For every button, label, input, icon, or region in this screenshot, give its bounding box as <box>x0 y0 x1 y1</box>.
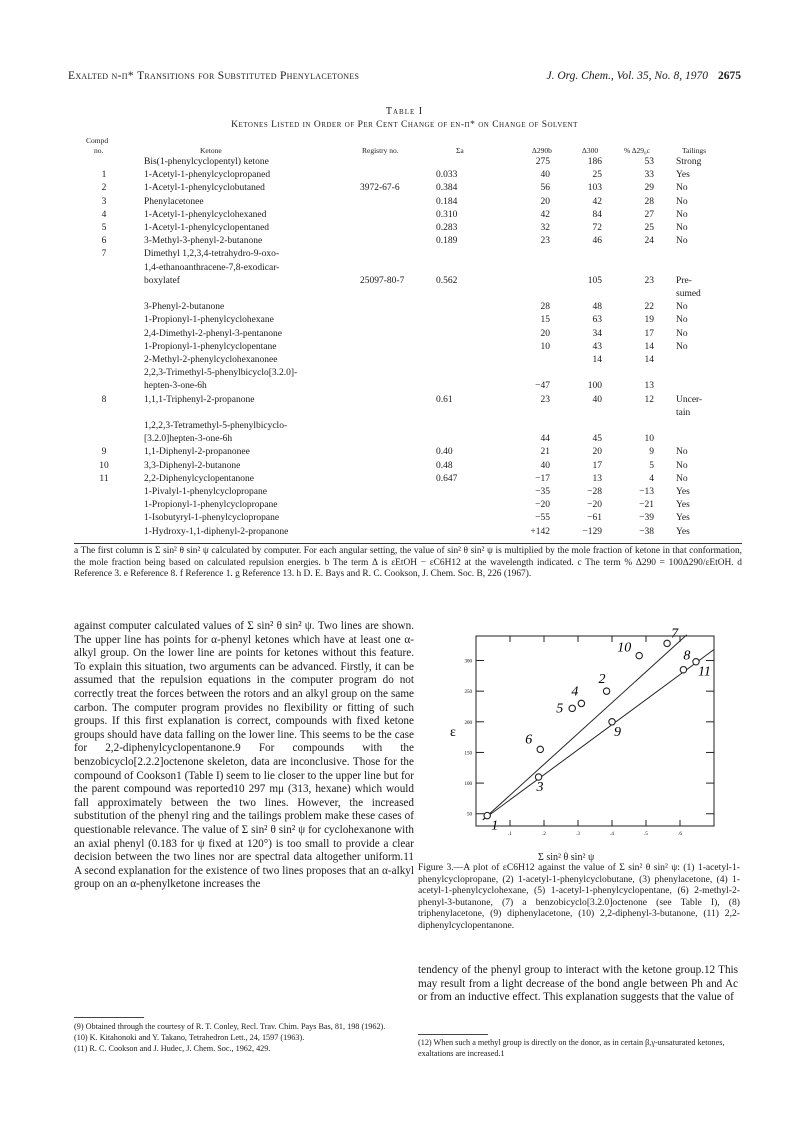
table-cell-pct: 28 <box>644 196 654 207</box>
col-tailings: Tailings <box>682 146 707 155</box>
figure-caption-text: Figure 3.—A plot of εC6H12 against the value of Σ sin² θ sin² ψ: (1) 1-acetyl-1-phenylcyclopropane, (2) 1-acetyl-1-phenylcyclobutane, (3) phenylacetone, (4) 1-acetyl-1-phenylcyclohexane, (5) 1-acetyl-1-phenylcyclopentane, (6) 2-methyl-2-phenyl-3-butanone, (7) a benzobicyclo[3.2.0]octenone (see Table I), (8) triphenylacetone, (9) diphenylacetone, (10) 2,2-diphenyl-3-butanone, (11) 2,2-diphenylcyclopentanone. <box>418 862 740 931</box>
table-footnote-text: a The first column is Σ sin² θ sin² ψ calculated by computer. For each angular setting, the value of sin² θ sin² ψ is multiplied by the mole fraction of ketone in that conformation, the mole fraction being based on calculated repulsion energies. b The term Δ is εEtOH − εC6H12 at the wavelength indicated. c The term % Δ290 = 100Δ290/εEtOH. d Reference 3. e Reference 8. f Reference 1. g Reference 13. h D. E. Bays and R. C. Cookson, J. Chem. Soc. B, 226 (1967). <box>74 546 742 579</box>
table-cell-no: 4 <box>101 209 107 220</box>
table-row <box>0 275 809 287</box>
table-cell-no: 7 <box>101 249 107 260</box>
data-point <box>603 688 609 694</box>
running-title: Exalted n-π* Transitions for Substituted Phenylacetones <box>68 70 360 82</box>
table-cell-tail: No <box>676 196 688 207</box>
table-cell-no: 2 <box>101 183 107 194</box>
table-cell-sigma: 0.562 <box>436 275 458 286</box>
y-tick-label: 50 <box>467 812 472 818</box>
table-cell-d2: 25 <box>592 170 602 181</box>
point-label: 11 <box>697 664 711 680</box>
y-tick-label: 250 <box>464 690 472 696</box>
table-cell-d1: 21 <box>540 447 550 458</box>
right-column-text <box>418 964 738 1005</box>
references-left <box>74 1022 414 1054</box>
table-cell-pct: 5 <box>649 460 654 471</box>
journal-name: J. Org. Chem., Vol. 35, No. 8, 1970 <box>546 70 708 82</box>
table-cell-tail: No <box>676 183 688 194</box>
col-no: no. <box>94 146 104 155</box>
data-points <box>484 628 711 834</box>
plot-frame <box>476 636 714 826</box>
table-cell-pct: 19 <box>644 315 654 326</box>
table-cell-pct: 25 <box>644 223 654 233</box>
x-axis-label: Σ sin² θ sin² ψ <box>538 852 595 863</box>
table-row <box>0 209 809 221</box>
table-cell-sigma: 0.310 <box>436 209 458 220</box>
data-point <box>537 746 543 752</box>
table-cell-ketone: 1-Propionyl-1-phenylcyclopropane <box>144 500 278 511</box>
table-cell-d1: 23 <box>540 394 550 405</box>
x-tick-label: .6 <box>678 832 682 837</box>
table-cell-d2: 14 <box>592 355 602 365</box>
table-cell-no: 3 <box>101 196 107 207</box>
table-cell-tail: No <box>676 315 688 326</box>
table-cell-tail: No <box>676 447 688 458</box>
data-point <box>664 640 670 646</box>
table-cell-ketone: 2,2-Diphenylcyclopentanone <box>144 473 255 484</box>
table-cell-sigma: 0.61 <box>436 394 453 405</box>
point-label: 9 <box>614 724 621 740</box>
footnote-separator-right <box>418 1034 488 1035</box>
table-row <box>0 248 809 260</box>
point-label: 3 <box>536 779 544 795</box>
page-number: 2675 <box>718 70 741 82</box>
table-row <box>0 354 809 366</box>
table-cell-ketone: 1-Acetyl-1-phenylcyclohexaned <box>144 209 267 220</box>
table-cell-pct: 12 <box>644 394 654 405</box>
table-cell-d2: 186 <box>587 157 602 167</box>
table-cell-d2: −129 <box>582 526 602 537</box>
table-cell-pct: 10 <box>644 434 654 445</box>
reference-9: (9) Obtained through the courtesy of R. T. Conley, Recl. Trav. Chim. Pays Bas, 81, 198 (1962). <box>74 1022 386 1031</box>
data-point <box>484 812 490 818</box>
table-row <box>0 394 809 406</box>
x-tick-label: .4 <box>610 832 614 837</box>
point-label: 4 <box>571 684 579 700</box>
table-cell-ketone: 1,1-Diphenyl-2-propanonee <box>144 447 250 458</box>
table-cell-ketone: [3.2.0]hepten-3-one-6h <box>144 434 233 445</box>
table-cell-d1: 40 <box>540 460 550 471</box>
table-bottom-rule <box>74 543 742 544</box>
figure-caption <box>418 862 740 932</box>
table-cell-d1: 15 <box>540 315 550 326</box>
table-cell-ketone: 3-Phenyl-2-butanone <box>144 302 225 313</box>
table-cell-pct: −38 <box>639 526 654 537</box>
y-axis-ticks <box>465 660 715 818</box>
table-cell-d1: −17 <box>535 473 550 484</box>
table-cell-ketone: 2-Methyl-2-phenylcyclohexanonee <box>144 355 278 365</box>
col-compd: Compd <box>86 136 109 145</box>
table-cell-tail: Strong <box>676 157 702 167</box>
table-cell-sigma: 0.40 <box>436 447 453 458</box>
footnote-separator-left <box>74 1017 144 1018</box>
table-cell-tail: Uncer- <box>676 394 703 405</box>
table-row <box>0 341 809 353</box>
left-column-text <box>74 620 414 892</box>
table-cell-pct: 53 <box>644 157 654 167</box>
x-tick-label: .1 <box>508 832 512 837</box>
left-paragraph: against computer calculated values of Σ sin² θ sin² ψ. Two lines are shown. The upper line has points for α-phenyl ketones which have at least one α-alkyl group. On the lower line are points for ketones without this feature. To explain this situation, two arguments can be advanced. Firstly, it can be assumed that the repulsion equations in the computer program do not correctly treat the forces between the rotors and an alkyl group on the same carbon. The computer program provides no flexibility or fitting of such groups. If this first explanation is correct, compounds with fixed ketone groups should have data falling on the lower line. This seems to be the case for 2,2-diphenylcyclopentanone.9 For compounds with the benzobicyclo[2.2.2]octenone skeleton, data are inconclusive. Those for the compound of Cookson1 (Table I) seem to lie closer to the upper line but for the parent compound was reported10 297 mμ (313, hexane) which would fall approximately between the two lines. However, the increased substitution of the phenyl ring and the tailings problem make these cases of questionable relevance. The value of Σ sin² θ sin² ψ for cyclohexanone with an axial phenyl (0.183 for ψ fixed at 120°) is too small to provide a clear decision between the two lines nor are spectral data altogether uniform.11 A second explanation for the existence of two lines proposes that an α-alkyl group on an α-phenylketone increases the <box>74 620 414 891</box>
table-cell-tail: Yes <box>676 526 690 537</box>
table-cell-no: 5 <box>101 223 107 233</box>
point-label: 8 <box>683 648 691 664</box>
table-row <box>0 407 809 419</box>
table-cell-ketone: 3,3-Diphenyl-2-butanone <box>144 460 241 471</box>
table-cell-d2: 45 <box>592 434 602 445</box>
table-cell-d2: −61 <box>587 513 602 524</box>
point-label: 5 <box>556 701 564 717</box>
y-axis-label: ε <box>450 725 456 740</box>
table-row <box>0 380 809 392</box>
table-cell-d1: 275 <box>535 157 550 167</box>
table-row <box>0 262 809 274</box>
table-cell-pct: −13 <box>639 487 654 497</box>
col-pct: % Δ29₀c <box>624 146 650 155</box>
table-cell-tail: sumed <box>676 289 701 299</box>
table-cell-d1: +142 <box>530 526 550 537</box>
table-cell-d2: −20 <box>587 500 602 511</box>
table-cell-ketone: 1-Propionyl-1-phenylcyclohexane <box>144 315 274 326</box>
table-cell-d1: −47 <box>535 381 550 392</box>
y-tick-label: 150 <box>464 751 472 757</box>
table-cell-sigma: 0.283 <box>436 223 458 233</box>
table-row <box>0 433 809 445</box>
table-cell-tail: Yes <box>676 170 690 181</box>
table-cell-d1: 23 <box>540 236 550 247</box>
table-cell-d2: 84 <box>592 209 602 220</box>
table-cell-no: 10 <box>99 460 109 471</box>
table-cell-ketone: boxylatef <box>144 275 180 286</box>
table-cell-d2: 13 <box>592 473 602 484</box>
point-label: 2 <box>598 672 606 688</box>
table-cell-d1: 40 <box>540 170 550 181</box>
table-subtitle: Ketones Listed in Order of Per Cent Change of εn-π* on Change of Solvent <box>231 120 578 130</box>
table-cell-tail: No <box>676 302 688 313</box>
table-cell-pct: 29 <box>644 183 654 194</box>
table-cell-sigma: 0.184 <box>436 196 458 207</box>
table-cell-ketone: 1-Hydroxy-1,1-diphenyl-2-propanone <box>144 526 289 537</box>
table-cell-ketone: Phenylacetonee <box>144 196 204 207</box>
table-cell-d2: 40 <box>592 394 602 405</box>
table-cell-d2: 46 <box>592 236 602 247</box>
table-row <box>0 486 809 498</box>
right-paragraph: tendency of the phenyl group to interact with the ketone group.12 This may result from a light decrease of the bond angle between Ph and Ac or from an inductive effect. This explanation suggests that the value of <box>418 964 738 1004</box>
table-row <box>0 196 809 208</box>
x-tick-label: .5 <box>644 832 648 837</box>
table-cell-ketone: 1-Pivalyl-1-phenylcyclopropane <box>144 487 267 497</box>
table-cell-no: 6 <box>101 236 107 247</box>
table-cell-d2: 103 <box>587 183 602 194</box>
journal-citation <box>546 70 741 82</box>
y-tick-label: 200 <box>464 720 472 726</box>
table-cell-ketone: 3-Methyl-3-phenyl-2-butanone <box>144 236 263 247</box>
table-cell-pct: 23 <box>644 275 654 286</box>
table-row <box>0 420 809 432</box>
table-cell-d1: 28 <box>540 302 550 313</box>
table-cell-pct: 24 <box>644 236 654 247</box>
col-d300: Δ300 <box>582 146 599 155</box>
table-cell-d2: −28 <box>587 487 602 497</box>
table-cell-tail: No <box>676 341 688 352</box>
table-cell-d1: −55 <box>535 513 550 524</box>
table-cell-d2: 72 <box>592 223 602 233</box>
table-row <box>0 446 809 458</box>
table-cell-tail: No <box>676 209 688 220</box>
reference-11: (11) R. C. Cookson and J. Hudec, J. Chem. Soc., 1962, 429. <box>74 1043 271 1053</box>
data-point <box>680 667 686 673</box>
table-row <box>0 235 809 247</box>
table-cell-pct: 4 <box>649 473 654 484</box>
table-cell-d1: 56 <box>540 183 550 194</box>
table-cell-no: 8 <box>101 394 107 405</box>
reference-10: (10) K. Kitahonoki and Y. Takano, Tetrahedron Lett., 24, 1597 (1963). <box>74 1032 305 1042</box>
table-cell-d1: 44 <box>540 434 550 445</box>
table-footnote <box>74 546 742 581</box>
y-tick-label: 100 <box>464 782 472 788</box>
table-cell-sigma: 0.48 <box>436 460 453 471</box>
table-cell-d2: 105 <box>587 275 602 286</box>
table-cell-tail: No <box>676 473 688 484</box>
col-registry: Registry no. <box>362 146 399 155</box>
table-row <box>0 526 809 538</box>
table-cell-d2: 100 <box>587 381 602 392</box>
fit-line-1 <box>483 635 687 820</box>
table-cell-ketone: Bis(1-phenylcyclopentyl) ketone <box>144 157 269 167</box>
table-cell-d1: 20 <box>540 328 550 339</box>
table-cell-reg: 3972-67-6 <box>360 183 400 194</box>
table-cell-tail: Pre- <box>676 275 692 286</box>
table-cell-d1: 20 <box>540 196 550 207</box>
table-cell-d2: 63 <box>592 315 602 326</box>
figure-3-plot <box>440 628 740 856</box>
table-row <box>0 222 809 234</box>
table-cell-ketone: 1-Acetyl-1-phenylcyclobutaned <box>144 183 265 194</box>
col-sigma: Σa <box>456 146 464 155</box>
table-row <box>0 314 809 326</box>
table-cell-tail: No <box>676 328 688 339</box>
table-cell-ketone: 1-Acetyl-1-phenylcyclopentaned <box>144 223 270 233</box>
table-cell-ketone: hepten-3-one-6h <box>144 381 207 392</box>
table-cell-pct: 22 <box>644 302 654 313</box>
table-row <box>0 499 809 511</box>
fit-lines <box>483 635 714 820</box>
table-cell-sigma: 0.384 <box>436 183 458 194</box>
table-cell-pct: 14 <box>644 355 654 365</box>
table-cell-ketone: 2,4-Dimethyl-2-phenyl-3-pentanone <box>144 328 282 339</box>
table-cell-d1: −35 <box>535 487 550 497</box>
table-row <box>0 301 809 313</box>
table-cell-tail: Yes <box>676 500 690 511</box>
table-cell-pct: 9 <box>649 447 654 458</box>
reference-12: (12) When such a methyl group is directly on the donor, as in certain β,γ-unsaturated ketones, exaltations are increased.1 <box>418 1038 725 1058</box>
point-label: 6 <box>525 732 533 748</box>
running-header <box>68 70 741 86</box>
data-point <box>569 705 575 711</box>
table-cell-ketone: Dimethyl 1,2,3,4-tetrahydro-9-oxo- <box>144 249 280 260</box>
table-cell-ketone: 1,4-ethanoanthracene-7,8-exodicar- <box>144 262 280 273</box>
table-cell-no: 9 <box>101 447 107 458</box>
table-cell-no: 1 <box>101 170 107 181</box>
col-ketone: Ketone <box>200 146 222 155</box>
table-cell-d1: −20 <box>535 500 550 511</box>
point-label: 1 <box>491 818 499 834</box>
table-cell-sigma: 0.033 <box>436 170 458 181</box>
table-cell-reg: 25097-80-7 <box>360 275 405 286</box>
table-cell-pct: 33 <box>644 170 654 181</box>
table-cell-d1: 32 <box>540 223 550 233</box>
references-right <box>418 1038 740 1060</box>
table-cell-tail: Yes <box>676 487 690 497</box>
x-tick-label: .2 <box>542 832 546 837</box>
table-cell-tail: No <box>676 460 688 471</box>
table-cell-pct: −21 <box>639 500 654 511</box>
table-cell-pct: 17 <box>644 328 654 339</box>
table-cell-ketone: 1-Isobutyryl-1-phenylcyclopropane <box>144 513 280 524</box>
table-cell-ketone: 1-Acetyl-1-phenylcyclopropaned <box>144 170 271 181</box>
table-cell-pct: 13 <box>644 381 654 392</box>
table-cell-d2: 34 <box>592 328 602 339</box>
table-cell-ketone: 1,1,1-Triphenyl-2-propanone <box>144 394 255 405</box>
table-cell-d1: 10 <box>540 341 550 352</box>
point-label: 10 <box>617 640 632 656</box>
point-label: 7 <box>671 628 679 642</box>
table-cell-ketone: 1,2,2,3-Tetramethyl-5-phenylbicyclo- <box>144 421 288 431</box>
table-cell-sigma: 0.647 <box>436 473 458 484</box>
table-row <box>0 288 809 300</box>
table-cell-pct: −39 <box>639 513 654 524</box>
table-row <box>0 460 809 472</box>
y-tick-label: 300 <box>464 659 472 665</box>
table-row <box>0 156 809 168</box>
x-tick-label: .3 <box>576 832 580 837</box>
table-row <box>0 473 809 485</box>
table-cell-d1: 42 <box>540 209 550 220</box>
table-row <box>0 169 809 181</box>
table-row <box>0 328 809 340</box>
data-point <box>636 652 642 658</box>
table-cell-tail: No <box>676 223 688 233</box>
table-cell-tail: Yes <box>676 513 690 524</box>
table-cell-ketone: 1-Propionyl-1-phenylcyclopentane <box>144 341 277 352</box>
table-cell-d2: 17 <box>592 460 602 471</box>
table-cell-tail: No <box>676 236 688 247</box>
table-cell-pct: 27 <box>644 209 654 220</box>
table-cell-sigma: 0.189 <box>436 236 458 247</box>
table-cell-d2: 48 <box>592 302 602 313</box>
table-cell-d2: 43 <box>592 341 602 352</box>
table-title: Table I <box>385 106 424 117</box>
table-row <box>0 182 809 194</box>
table-cell-tail: tain <box>676 407 691 418</box>
data-point <box>578 700 584 706</box>
table-row <box>0 367 809 379</box>
table-cell-no: 11 <box>99 473 109 484</box>
col-d290: Δ290b <box>532 146 552 155</box>
table-cell-d2: 20 <box>592 447 602 458</box>
table-cell-d2: 42 <box>592 196 602 207</box>
table-row <box>0 512 809 524</box>
table-cell-pct: 14 <box>644 341 654 352</box>
table-cell-ketone: 2,2,3-Trimethyl-5-phenylbicyclo[3.2.0]- <box>144 368 298 379</box>
